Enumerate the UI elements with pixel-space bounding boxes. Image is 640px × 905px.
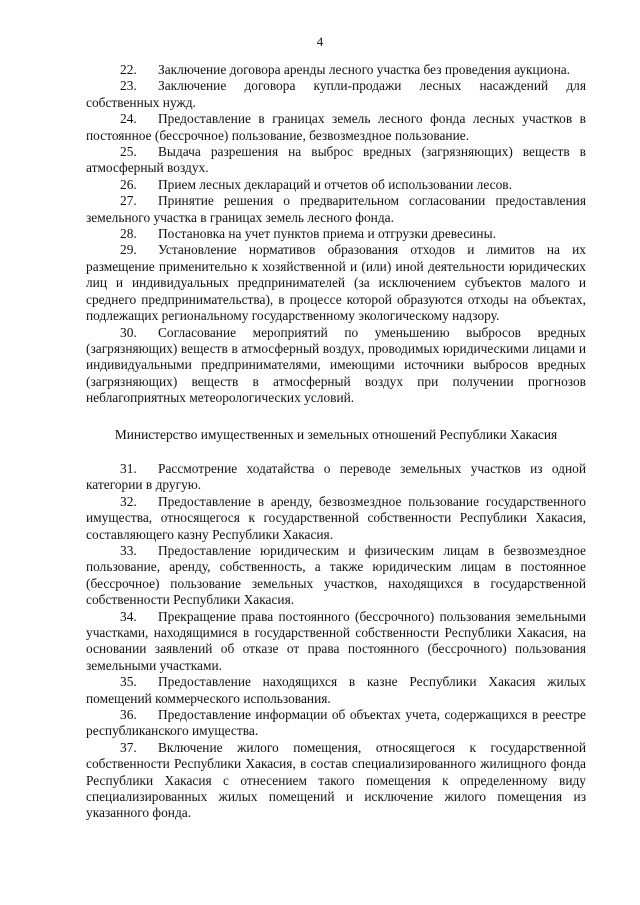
section-heading: Министерство имущественных и земельных отношений Республики Хакасия [114,426,558,442]
item-number: 30. [120,324,137,340]
item-text: Постановка на учет пунктов приема и отгрузки древесины. [158,226,496,242]
list-item [86,325,586,407]
list-item [86,78,586,111]
item-text: Установление нормативов образования отходов и лимитов на их размещение применительно к хозяйственной и (или) иной деятельности юридических лиц и индивидуальных предпринимателей (за исключением субъектов малого и среднего предпринимательства), в процессе которой образуются отходы на объектах, подлежащих региональному государственному экологическому надзору. [86,242,586,324]
item-text: Предоставление в границах земель лесного фонда лесных участков в постоянное (бессрочное) пользование, безвозмездное пользование. [86,111,586,143]
list-item [86,707,586,740]
item-number: 36. [120,707,137,723]
item-text: Согласование мероприятий по уменьшению выбросов вредных (загрязняющих) веществ в атмосферный воздух, проводимых юридическими лицами и индивидуальными предпринимателями, имеющими источники выбросов вредных (загрязняющих) веществ в атмосферный воздух при получении прогнозов неблагоприятных метеорологических условий. [86,324,586,406]
item-text: Включение жилого помещения, относящегося к государственной собственности Республики Хакасия, в состав специализированного жилищного фонда Республики Хакасия с отнесением такого помещения к определенному виду специализированных жилых помещений и исключение жилого помещения из указанного фонда. [86,739,586,821]
list-item [86,674,586,707]
item-number: 37. [120,739,137,755]
item-number: 34. [120,608,137,624]
item-number: 35. [120,674,137,690]
item-text: Принятие решения о предварительном согласовании предоставления земельного участка в границах земель лесного фонда. [86,193,586,225]
item-number: 33. [120,542,137,558]
item-number: 29. [120,242,137,258]
items-list-part2 [86,461,586,822]
item-text: Предоставление находящихся в казне Республики Хакасия жилых помещений коммерческого использования. [86,674,586,706]
item-number: 32. [120,493,137,509]
document-body [86,62,586,822]
item-text: Выдача разрешения на выброс вредных (загрязняющих) веществ в атмосферный воздух. [86,144,586,176]
list-item [86,461,586,494]
item-number: 28. [120,226,137,242]
item-number: 22. [120,62,137,77]
item-number: 27. [120,193,137,209]
page-number: 4 [316,34,324,49]
list-item [86,62,586,78]
item-text: Заключение договора купли-продажи лесных насаждений для собственных нужд. [86,78,586,110]
item-text: Прекращение права постоянного (бессрочного) пользования земельными участками, находящимися в государственной собственности Республики Хакасия, на основании заявлений об отказе от права постоянного (бессрочного) пользования земельными участками. [86,608,586,673]
item-text: Предоставление юридическим и физическим лицам в безвозмездное пользование, аренду, собственность, а также юридическим лицам в постоянное (бессрочное) пользование земельных участков, находящихся в государственной собственности Республики Хакасия. [86,542,586,608]
item-number: 31. [120,460,137,476]
item-text: Рассмотрение ходатайства о переводе земельных участков из одной категории в другую. [86,460,586,493]
list-item [86,193,586,226]
item-text: Предоставление в аренду, безвозмездное пользование государственного имущества, относящегося к государственной собственности Республики Хакасия, составляющего казну Республики Хакасия. [86,493,586,542]
item-text: Заключение договора аренды лесного участка без проведения аукциона. [158,62,571,77]
items-list-part1 [86,62,586,407]
item-number: 23. [120,78,137,94]
item-number: 26. [120,176,137,192]
list-item [86,543,586,609]
item-text: Предоставление информации об объектах учета, содержащихся в реестре республиканского имущества. [86,707,586,739]
list-item [86,226,586,242]
item-number: 24. [120,111,137,127]
list-item [86,177,586,193]
list-item [86,740,586,822]
item-number: 25. [120,144,137,160]
list-item [86,144,586,177]
list-item [86,494,586,543]
list-item [86,242,586,324]
list-item [86,609,586,675]
list-item [86,111,586,144]
item-text: Прием лесных деклараций и отчетов об использовании лесов. [158,176,512,192]
